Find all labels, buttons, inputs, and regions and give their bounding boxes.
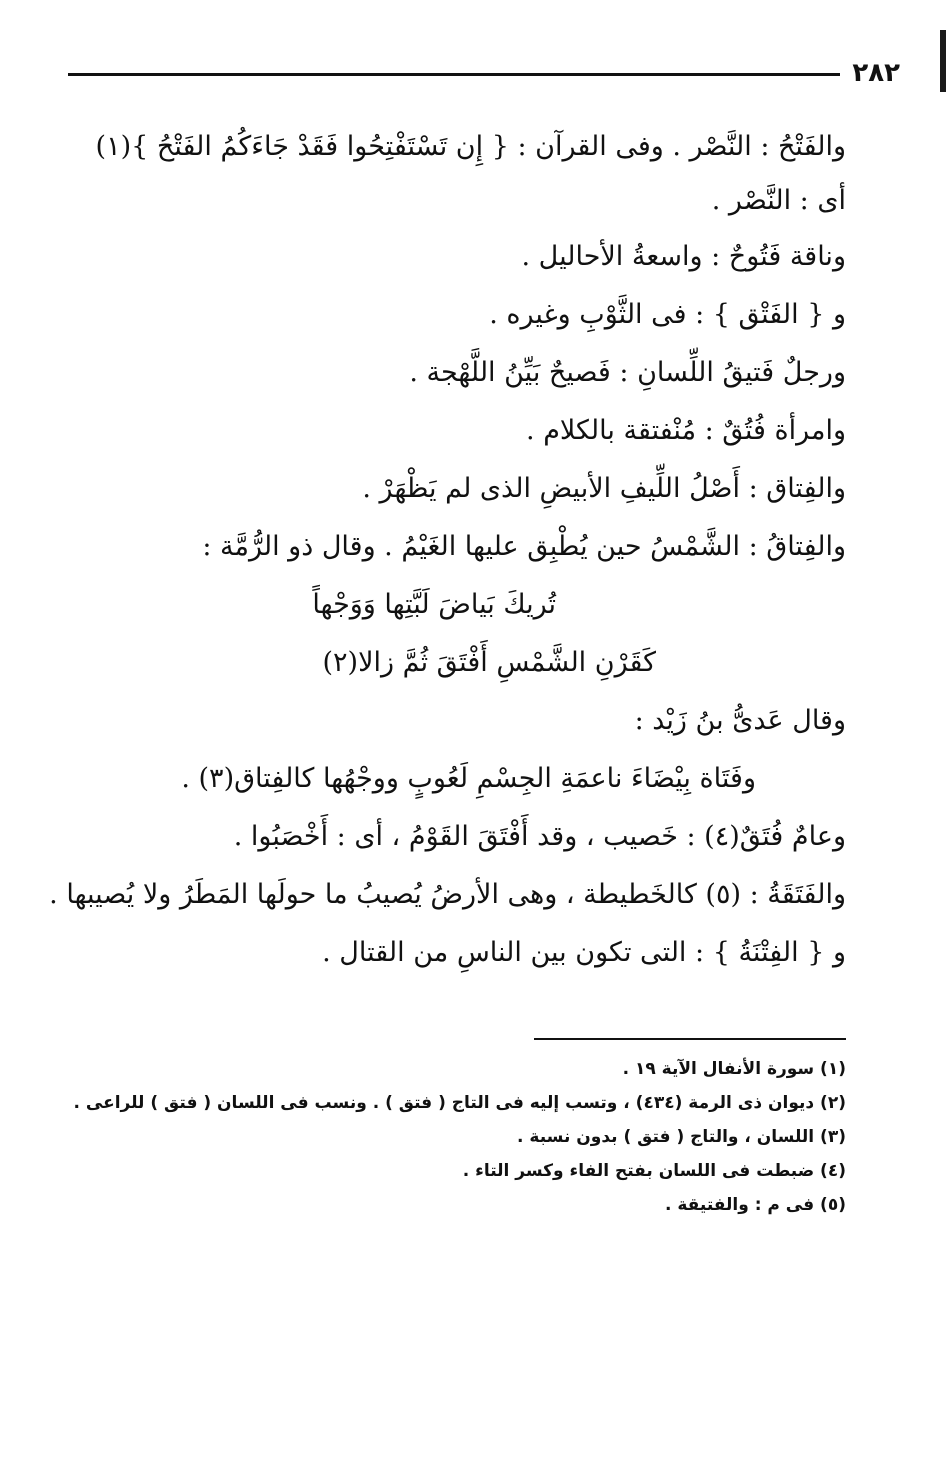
- verse-line: تُريكَ بَياضَ لَبَّتِها وَوَجْهاً: [312, 589, 556, 620]
- footnote: (١) سورة الأنفال الآية ١٩ .: [622, 1059, 846, 1079]
- body-line: و { الفِتْنَةُ } : التى تكون بين الناسِ من القتال .: [322, 937, 846, 968]
- body-line: والفِتاق : أَصْلُ اللِّيفِ الأبيضِ الذى لم يَظْهَرْ .: [362, 473, 846, 504]
- footnote: (٢) ديوان ذى الرمة (٤٣٤) ، وتسب إليه فى التاج ( فتق ) . ونسب فى اللسان ( فتق ) للراعى .: [73, 1093, 846, 1113]
- body-line: وناقة فَتُوحٌ : واسعةُ الأحاليل .: [521, 241, 846, 272]
- scan-edge-mark: [940, 30, 946, 92]
- body-line: وعامٌ فُتَقٌ(٤) : خَصيب ، وقد أَفْتَقَ القَوْمُ ، أى : أَخْصَبُوا .: [233, 821, 846, 852]
- footnotes: [60, 1052, 846, 1222]
- body-line: وقال عَدىُّ بنُ زَيْد :: [634, 705, 846, 736]
- page-number: ٢٨٢: [852, 58, 900, 88]
- footnote-rule: [534, 1038, 846, 1040]
- page-header: [60, 56, 900, 96]
- footnote: (٣) اللسان ، والتاج ( فتق ) بدون نسبة .: [517, 1127, 846, 1147]
- header-rule: [68, 73, 840, 76]
- footnote: (٤) ضبطت فى اللسان بفتح الفاء وكسر التاء .: [462, 1161, 846, 1181]
- verse-line: وفَتَاة بِيْضَاءَ ناعمَةِ الجِسْمِ لَعُوبٍ ووجْهُها كالفِتاق(٣) .: [181, 763, 756, 794]
- body-line: ورجلٌ فَتيقُ اللِّسانِ : فَصيحٌ بَيِّنُ اللَّهْجة .: [409, 357, 846, 388]
- verse-line: كَقَرْنِ الشَّمْسِ أَفْتَقَ ثُمَّ زالا(٢): [322, 647, 656, 678]
- footnote: (٥) فى م : والفتيقة .: [664, 1195, 846, 1215]
- body-line: و { الفَتْق } : فى الثَّوْبِ وغيره .: [489, 299, 846, 330]
- body-line: والفَتَقَةُ : (٥) كالخَطيطة ، وهى الأرضُ يُصيبُ ما حولَها المَطَرُ ولا يُصيبها .: [49, 879, 846, 910]
- body-line: وامرأة فُتُقٌ : مُنْفتقة بالكلام .: [526, 415, 846, 446]
- body-line: والفِتاقُ : الشَّمْسُ حين يُطْبِق عليها الغَيْمُ . وقال ذو الرُّمَّة :: [202, 531, 846, 562]
- body-line: والفَتْحُ : النَّصْر . وفى القرآن : { إِن تَسْتَفْتِحُوا فَقَدْ جَاءَكُمُ الفَتْحُ }(١) أى : النَّصْر .: [95, 131, 846, 216]
- body-text: [49, 120, 846, 982]
